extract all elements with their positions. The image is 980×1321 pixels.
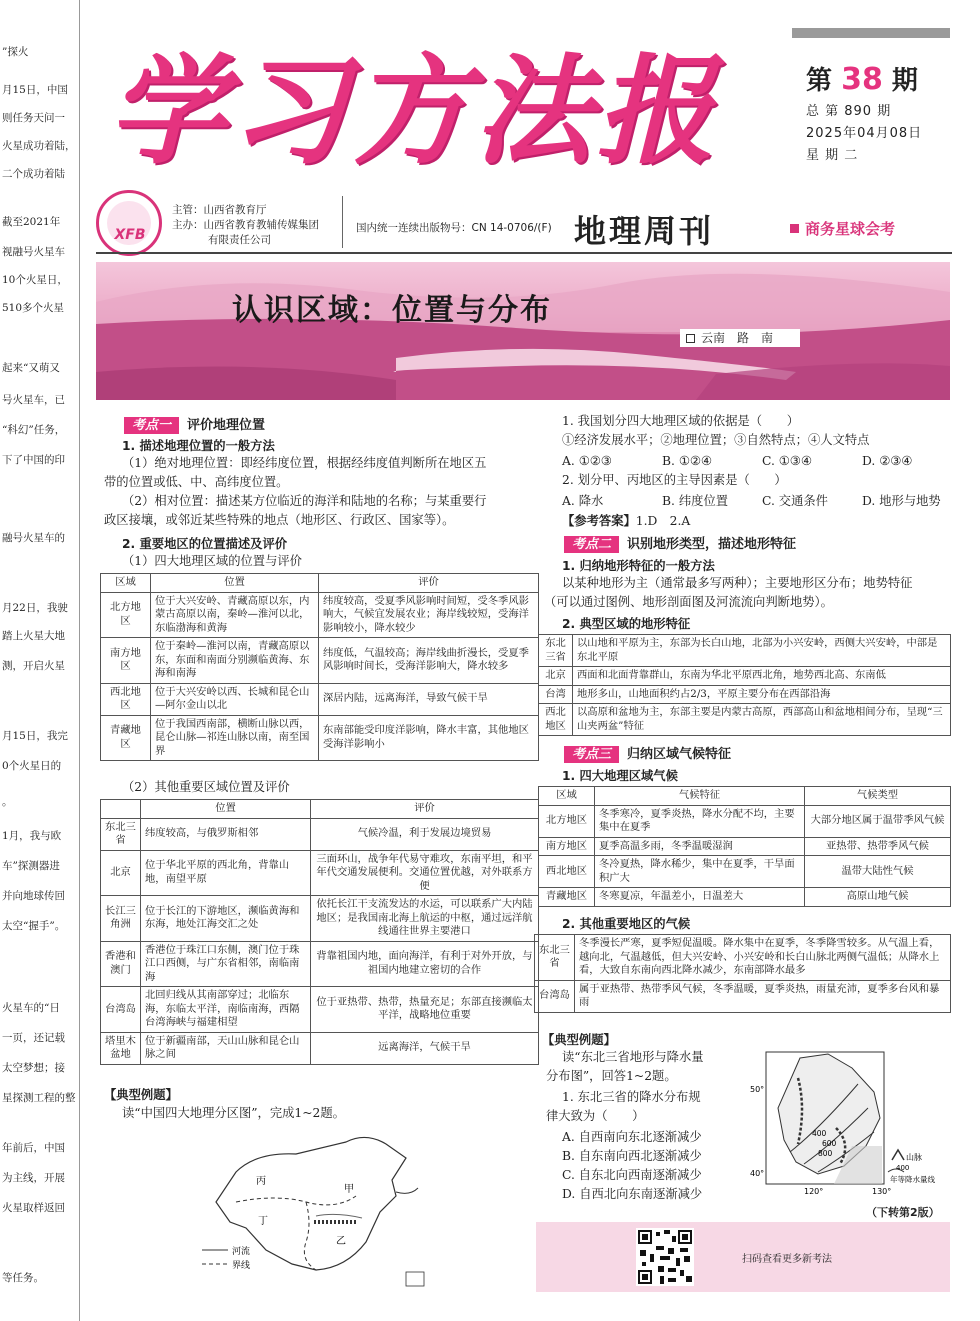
s1-example-title: 【典型例题】 <box>104 1088 178 1102</box>
table-row <box>101 941 539 987</box>
section1-heading <box>124 414 265 434</box>
table-cell: 纬度低，气温较高；海岸线曲折漫长，受夏季风影响时间长，受海洋影响大，降水较多 <box>319 638 539 684</box>
section1-tag: 考点一 <box>124 417 179 434</box>
rt-q1-statements: ①经济发展水平；②地理位置；③自然特点；④人文特点 <box>562 433 870 447</box>
map-lat-40: 40° <box>750 1169 765 1178</box>
organizer-line: 主办：山西省教育教辅传媒集团 <box>172 219 319 231</box>
left-column-line: 月15日，我完 <box>2 730 68 742</box>
left-column-line: 0个火星日的 <box>2 760 62 772</box>
left-column-line: 一页，还记载 <box>2 1032 65 1044</box>
left-column-line: 火星取样返回 <box>2 1202 65 1214</box>
left-column-line: 截至2021年 <box>2 216 61 228</box>
weekly-subtitle: 商务星球会考 <box>790 218 895 239</box>
table-cell: 台湾岛 <box>101 987 141 1033</box>
table-row <box>539 856 951 888</box>
other-regions-table <box>100 799 539 1065</box>
banner-landscape <box>96 262 950 400</box>
rt-q1-option-a: A. ①②③ <box>562 454 612 468</box>
left-column-line: 视融号火星车 <box>2 246 65 258</box>
rt-q2-option-d: D. 地形与地势 <box>862 494 941 508</box>
left-column-line: 起来“又萌又 <box>2 362 60 374</box>
map-iso-800: 800 <box>818 1149 833 1158</box>
table-header-cell: 区域 <box>539 787 595 806</box>
rt-q1-option-d: D. ②③④ <box>862 454 913 468</box>
organizer-line-2: 有限责任公司 <box>208 234 271 246</box>
table-cell: 西北地区 <box>539 856 595 888</box>
byline-author: 云南 路 南 <box>701 331 774 345</box>
left-column-line: 月15日，中国 <box>2 84 68 96</box>
section1-title: 评价地理位置 <box>187 418 266 433</box>
table-cell: 台湾岛 <box>535 980 575 1012</box>
table-row <box>101 987 539 1033</box>
table-cell: 纬度较高，与俄罗斯相邻 <box>141 818 311 850</box>
s3-q1a: 1. 东北三省的降水分布规 <box>562 1090 701 1104</box>
issue-date: 2025年04月08日 <box>806 126 923 141</box>
rt-answer-label: 【参考答案】 <box>562 514 636 528</box>
header-rule <box>96 252 952 254</box>
s1-h2: 2. 重要地区的位置描述及评价 <box>122 537 288 551</box>
logo-letters: XFB <box>114 227 146 243</box>
table-cell: 冬寒夏凉，年温差小，日温差大 <box>595 888 805 907</box>
s3-example-b: 分布图”，回答1~2题。 <box>546 1069 677 1083</box>
climate-table <box>538 786 951 907</box>
rt-q2-option-a: A. 降水 <box>562 494 604 508</box>
table-row <box>539 667 951 686</box>
s1-example-text: 读“中国四大地理分区图”，完成1~2题。 <box>122 1106 345 1120</box>
table-cell: 东北三省 <box>535 935 575 981</box>
section2-tag: 考点二 <box>564 536 619 553</box>
left-column-line: 星探测工程的整 <box>2 1092 76 1104</box>
table-row <box>101 592 539 638</box>
table-cell: 北方地区 <box>539 805 595 837</box>
map-lat-50: 50° <box>750 1085 765 1094</box>
sponsor-line: 主管：山西省教育厅 <box>172 204 267 216</box>
table-row <box>539 837 951 856</box>
map-legend-iso: 年等降水量线 <box>890 1175 935 1184</box>
table-cell: 深居内陆，远离海洋，导致气候干旱 <box>319 683 539 715</box>
table-cell: 温带大陆性气候 <box>805 856 951 888</box>
s3-example-a: 读“东北三省地形与降水量 <box>562 1050 704 1064</box>
left-column-line: 融号火星车的 <box>2 532 65 544</box>
left-column-line: 510多个火星 <box>2 302 65 314</box>
table-cell: 台湾 <box>539 685 573 704</box>
table-row <box>101 715 539 761</box>
issue-suffix: 期 <box>891 66 918 96</box>
table-cell: 位于秦岭—淮河以南，青藏高原以东，东面和南面分别濒临黄海、东海和南海 <box>151 638 319 684</box>
table-row <box>101 818 539 850</box>
table-cell: 位于我国西南部，横断山脉以西，昆仑山脉—祁连山脉以南，南至国界 <box>151 715 319 761</box>
northeast-rainfall-map <box>748 1048 952 1198</box>
china-regions-map <box>196 1132 432 1292</box>
left-column-line: 年前后，中国 <box>2 1142 65 1154</box>
table-cell: 位于长江的下游地区，濒临黄海和东海，地处江海交汇之处 <box>141 896 311 942</box>
rt-q2-option-c: C. 交通条件 <box>762 494 828 508</box>
table-row <box>535 980 951 1012</box>
table-row <box>539 888 951 907</box>
left-column-line: 下了中国的印 <box>2 454 65 466</box>
table-row <box>101 638 539 684</box>
top-gray-bar <box>792 28 950 38</box>
table-cell: 香港位于珠江口东侧，澳门位于珠江口西侧，与广东省相邻，南临南海 <box>141 941 311 987</box>
map-iso-400: 400 <box>812 1129 827 1138</box>
rt-answer-value: 1.D 2.A <box>635 514 691 528</box>
table-cell: 依托长江干支流发达的水运，可以联系广大内陆地区；是我国南北海上航运的中枢，通过远洋航线通往世界主要港口 <box>311 896 539 942</box>
left-column-line: 等任务。 <box>2 1272 44 1284</box>
table-header-row <box>101 800 539 819</box>
table-row <box>101 683 539 715</box>
table-cell: 位于新疆南部，天山山脉和昆仑山脉之间 <box>141 1032 311 1064</box>
table-row <box>539 685 951 704</box>
byline <box>680 329 800 347</box>
table-cell: 位于华北平原的西北角，背靠山地，南望平原 <box>141 850 311 896</box>
table-cell: 夏季高温多雨，冬季温暖湿润 <box>595 837 805 856</box>
left-column-line: 号火星车，已 <box>2 394 65 406</box>
left-column-line: 。 <box>2 796 13 808</box>
table-row <box>101 896 539 942</box>
s1-p1b: 带的位置或低、中、高纬度位置。 <box>104 475 289 489</box>
map-legend-iso-value: 400 <box>896 1164 910 1172</box>
table-row <box>101 1032 539 1064</box>
table-row <box>539 635 951 667</box>
table-cell: 北方地区 <box>101 592 151 638</box>
map-label-west: 丙 <box>256 1176 266 1187</box>
left-column-line: “科幻”任务， <box>2 424 66 436</box>
terrain-table <box>538 634 951 736</box>
table-header-cell <box>101 800 141 819</box>
table-header-cell: 区域 <box>101 574 151 593</box>
left-column-line: 二个成功着陆 <box>2 168 65 180</box>
s3-q1-option-d: D. 自西北向东南逐渐减少 <box>562 1187 703 1201</box>
table-cell: 位于大兴安岭、青藏高原以东，内蒙古高原以南，秦岭—淮河以北，东临渤海和黄海 <box>151 592 319 638</box>
table-cell: 亚热带、热带季风气候 <box>805 837 951 856</box>
map-legend-mountain: 山脉 <box>906 1153 922 1162</box>
table-cell: 西面和北面背靠群山，东南为华北平原西北角，地势西北高、东南低 <box>573 667 951 686</box>
table-cell: 冬季寒冷，夏季炎热，降水分配不均，主要集中在夏季 <box>595 805 805 837</box>
table-header-row <box>539 787 951 806</box>
table-header-cell: 位置 <box>151 574 319 593</box>
table-cell: 西北地区 <box>539 704 573 736</box>
qr-caption: 扫码查看更多新考法 <box>742 1254 832 1265</box>
s1-p2a: （2）相对位置：描述某方位临近的海洋和陆地的名称；与某重要行 <box>122 494 487 508</box>
section3-tag: 考点三 <box>564 746 619 763</box>
rt-answer <box>562 512 690 531</box>
map-label-tibet: 丁 <box>258 1216 268 1227</box>
s3-q1-option-c: C. 自东北向西南逐渐减少 <box>562 1168 702 1182</box>
left-column-line: 月22日，我驶 <box>2 602 68 614</box>
article-title: 认识区域：位置与分布 <box>232 293 552 328</box>
table-row <box>539 704 951 736</box>
left-column-line: 车”探测器进 <box>2 860 60 872</box>
left-column-line: 则任务天问一 <box>2 112 65 124</box>
map-iso-600: 600 <box>822 1139 837 1148</box>
table-cell: 西北地区 <box>101 683 151 715</box>
qr-code-icon[interactable] <box>636 1228 694 1286</box>
banner-image <box>96 262 950 400</box>
rt-q1-option-c: C. ①③④ <box>762 454 812 468</box>
s2-p1a: 以某种地形为主（通常最多写两种）；主要地形区分布；地势特征 <box>562 576 913 590</box>
cn-number: 国内统一连续出版物号：CN 14-0706/(F) <box>356 222 552 234</box>
map-lon-130: 130° <box>872 1187 892 1196</box>
left-column-line: 为主线，开展 <box>2 1172 65 1184</box>
table-cell: 冬季漫长严寒，夏季短促温暖。降水集中在夏季，冬季降雪较多。从气温上看，越向北，气温越低，但大兴安岭、小兴安岭和长白山脉北两侧气温低；从降水上看，大致自东南向西北降水减少，东南部降水最多 <box>575 935 951 981</box>
table-row <box>535 935 951 981</box>
issue-prefix: 第 <box>806 66 833 96</box>
left-column-line: 测，开启火星 <box>2 660 65 672</box>
issue-block <box>806 60 956 163</box>
table-cell: 青藏地区 <box>539 888 595 907</box>
table-cell: 地形多山，山地面积约占2/3，平原主要分布在西部沿海 <box>573 685 951 704</box>
s2-h2: 2. 典型区域的地形特征 <box>562 617 691 631</box>
sponsor-info <box>172 203 319 248</box>
header-divider <box>342 196 343 248</box>
weekly-title: 地理周刊 <box>574 212 715 250</box>
issue-number-line <box>806 60 956 97</box>
left-column-line: 10个火星日， <box>2 274 68 286</box>
table-cell: 三面环山，战争年代易守难攻，东南平坦，和平年代交通发展便利。交通位置优越，对外联系方便 <box>311 850 539 896</box>
table-header-cell: 评价 <box>311 800 539 819</box>
newspaper-logo <box>96 190 162 256</box>
section2-title: 识别地形类型，描述地形特征 <box>627 537 797 552</box>
left-column-line: 1月，我与欧 <box>2 830 62 842</box>
table-cell: 背靠祖国内地，面向海洋，有利于对外开放，与祖国内地建立密切的合作 <box>311 941 539 987</box>
table-header-cell: 气候类型 <box>805 787 951 806</box>
table-cell: 东北三省 <box>539 635 573 667</box>
left-column-line: 火星车的“日 <box>2 1002 60 1014</box>
other-climate-table <box>534 934 951 1013</box>
section2-heading <box>564 533 796 553</box>
s3-h1: 1. 四大地理区域气候 <box>562 769 678 783</box>
section3-heading <box>564 743 731 763</box>
table-cell: 以高原和盆地为主，东部主要是内蒙古高原，西部高山和盆地相间分布，呈现“三山夹两盆”特征 <box>573 704 951 736</box>
s3-q1-option-a: A. 自西南向东北逐渐减少 <box>562 1130 702 1144</box>
left-column-line: 踏上火星大地 <box>2 630 65 642</box>
table-row <box>101 850 539 896</box>
left-column-line: 太空梦想；接 <box>2 1062 65 1074</box>
four-regions-table <box>100 573 539 761</box>
table-header-cell: 位置 <box>141 800 311 819</box>
left-column-continuation <box>0 0 80 1321</box>
s3-h2: 2. 其他重要地区的气候 <box>562 917 691 931</box>
table-cell: 高原山地气候 <box>805 888 951 907</box>
table-cell: 北回归线从其南部穿过；北临东海，东临太平洋，南临南海，西隔台湾海峡与福建相望 <box>141 987 311 1033</box>
table-cell: 香港和澳门 <box>101 941 141 987</box>
table-cell: 东北三省 <box>101 818 141 850</box>
issue-number: 38 <box>841 62 883 97</box>
s3-q1-option-b: B. 自东南向西北逐渐减少 <box>562 1149 702 1163</box>
left-column-line: 并向地球传回 <box>2 890 65 902</box>
table-cell: 塔里木盆地 <box>101 1032 141 1064</box>
issue-weekday: 星 期 二 <box>806 148 859 163</box>
s2-h1: 1. 归纳地形特征的一般方法 <box>562 559 715 573</box>
s2-p1b: （可以通过图例、地形剖面图及河流流向判断地势）。 <box>544 595 833 609</box>
table-cell: 以山地和平原为主，东部为长白山地，北部为小兴安岭，西侧大兴安岭，中部是东北平原 <box>573 635 951 667</box>
newspaper-title: 学习方法报 <box>108 41 719 180</box>
table-cell: 位于大兴安岭以西、长城和昆仑山—阿尔金山以北 <box>151 683 319 715</box>
table-cell: 位于亚热带、热带，热量充足；东部直接濒临太平洋，战略地位重要 <box>311 987 539 1033</box>
byline-square-icon <box>686 334 695 343</box>
map-legend-river: 河流 <box>232 1247 251 1257</box>
table-cell: 北京 <box>101 850 141 896</box>
continued-note: （下转第2版） <box>866 1206 940 1219</box>
left-column-line: 火星成功着陆， <box>2 140 76 152</box>
table-cell: 大部分地区属于温带季风气候 <box>805 805 951 837</box>
table-cell: 长江三角洲 <box>101 896 141 942</box>
table-cell: 南方地区 <box>539 837 595 856</box>
table-cell: 远离海洋，气候干旱 <box>311 1032 539 1064</box>
s1-sub2: （2）其他重要区域位置及评价 <box>122 780 290 794</box>
table-cell: 属于亚热带、热带季风气候，冬季温暖，夏季炎热，雨量充沛，夏季多台风和暴雨 <box>575 980 951 1012</box>
table-header-cell: 气候特征 <box>595 787 805 806</box>
table-row <box>539 805 951 837</box>
s1-h1: 1. 描述地理位置的一般方法 <box>122 439 275 453</box>
table-cell: 冬冷夏热，降水稀少，集中在夏季，干旱面积广大 <box>595 856 805 888</box>
table-header-row <box>101 574 539 593</box>
left-column-line: 太空“握手”。 <box>2 920 66 932</box>
s3-example-title: 【典型例题】 <box>542 1033 616 1047</box>
table-header-cell: 评价 <box>319 574 539 593</box>
s3-q1b: 律大致为（ ） <box>546 1109 645 1123</box>
table-cell: 纬度较高，受夏季风影响时间短，受冬季风影响大，气候宜发展农业；海岸线较短，受海洋影响较小，降水较少 <box>319 592 539 638</box>
rt-q1: 1. 我国划分四大地理区域的依据是（ ） <box>562 414 799 428</box>
left-column-line: ”探火 <box>2 46 29 58</box>
rt-q2: 2. 划分甲、丙地区的主导因素是（ ） <box>562 473 787 487</box>
map-legend-border: 界线 <box>232 1261 251 1271</box>
s1-p1a: （1）绝对地理位置：即经纬度位置，根据经纬度值判断所在地区五 <box>122 456 487 470</box>
table-cell: 东南部能受印度洋影响，降水丰富，其他地区受海洋影响小 <box>319 715 539 761</box>
section3-title: 归纳区域气候特征 <box>627 747 732 762</box>
s1-sub1: （1）四大地理区域的位置与评价 <box>122 554 302 568</box>
table-cell: 气候冷温，利于发展边境贸易 <box>311 818 539 850</box>
total-issue: 总 第 890 期 <box>806 104 892 119</box>
map-label-north: 甲 <box>344 1184 354 1195</box>
table-cell: 北京 <box>539 667 573 686</box>
table-cell: 南方地区 <box>101 638 151 684</box>
rt-q2-option-b: B. 纬度位置 <box>662 494 729 508</box>
rt-q1-option-b: B. ①②④ <box>662 454 712 468</box>
map-label-south: 乙 <box>336 1236 346 1247</box>
map-lon-120: 120° <box>804 1187 824 1196</box>
s1-p2b: 政区接壤，或邻近某些特殊的地点（地形区、行政区、国家等）。 <box>104 513 455 527</box>
table-cell: 青藏地区 <box>101 715 151 761</box>
